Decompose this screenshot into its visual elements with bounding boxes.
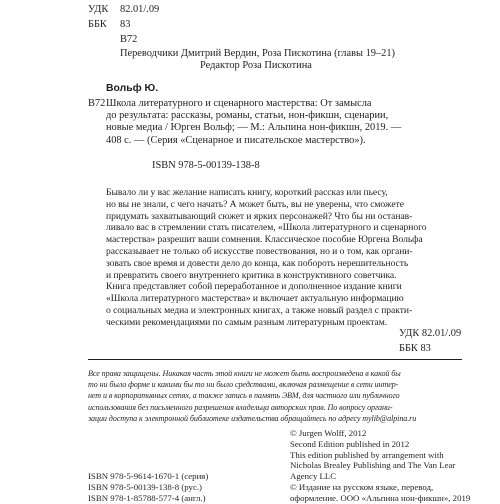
editor-line: Редактор Роза Пискотина	[200, 60, 312, 71]
copyright-line: Second Edition published in 2012	[290, 438, 410, 449]
title-line: Школа литературного и сценарного мастерства: От замысла	[106, 98, 372, 109]
entry-code: В72	[88, 98, 106, 109]
footer-udk: УДК 82.01/.09	[399, 328, 462, 339]
abstract-line: «Школа литературного мастерства» и включает актуальную информацию	[106, 293, 404, 305]
isbn-list	[88, 471, 208, 503]
abstract-line: зовать свое время и довести дело до конца, как побороть нерешительность	[106, 257, 409, 269]
isbn-main: ISBN 978-5-00139-138-8	[152, 160, 260, 171]
abstract-line: но вы не знали, с чего начать? А может быть, вы не уверены, что сможете	[106, 198, 404, 210]
abstract-line: о социальных медиа и электронных книгах, а также новый раздел с практи-	[106, 304, 413, 316]
udk-value: 82.01/.09	[120, 4, 160, 15]
copyright-line: оформление. ООО «Альпина нон-фикшн», 2019	[290, 492, 471, 503]
abstract-line: мастерства» разрешит ваши сомнения. Классическое пособие Юргена Вольфа	[106, 234, 423, 246]
translators-line: Переводчики Дмитрий Вердин, Роза Пискотина (главы 19–21)	[120, 48, 396, 59]
isbn-item: ISBN 978-5-00139-138-8 (рус.)	[88, 481, 202, 492]
rights-line: зации доступа к электронной библиотеке издательства обращайтесь по адресу mylib@alpina.ru	[88, 413, 417, 423]
copyright-line: © Издание на русском языке, перевод,	[290, 481, 434, 492]
title-line: новые медиа / Юрген Вольф; — М.: Альпина нон-фикшн, 2019. —	[106, 122, 402, 134]
abstract-line: рассказывает не только об искусстве повествования, но и о том, как органи-	[106, 245, 413, 257]
isbn-item: ISBN 978-1-85788-577-4 (англ.)	[88, 492, 206, 503]
title-line: 408 с. — (Серия «Сценарное и писательское мастерство»).	[106, 134, 366, 146]
abstract-line: Книга представляет собой переработанное и дополненное издание книги	[106, 281, 402, 293]
divider	[88, 359, 462, 360]
title-line: до результата: рассказы, романы, статьи, нон-фикшн, сценарии,	[106, 110, 389, 122]
bbk-label: ББК	[88, 19, 107, 30]
rights-line: то ни было форме и какими бы то ни было средствами, включая размещение в сети интер-	[88, 380, 399, 390]
call-code: В72	[120, 34, 138, 45]
copyright-line: Nicholas Brealey Publishing and The Van Lear	[290, 460, 456, 471]
author-name: Вольф Ю.	[106, 83, 159, 94]
abstract-line: Бывало ли у вас желание написать книгу, короткий рассказ или пьесу,	[106, 187, 388, 198]
abstract-line: ливало вас в стремлении стать писателем, «Школа литературного и сценарного	[106, 222, 427, 234]
copyright-line: Agency LLC	[290, 471, 337, 482]
copyright-line: This edition published by arrangement with	[290, 449, 444, 460]
abstract	[106, 187, 460, 329]
bbk-value: 83	[120, 19, 131, 30]
rights-notice	[88, 368, 464, 424]
abstract-line: придумать захватывающий сюжет и ярких персонажей? Что бы ни останав-	[106, 210, 413, 222]
footer-bbk: ББК 83	[399, 343, 431, 354]
copyright-block	[290, 428, 480, 504]
udk-label: УДК	[88, 4, 109, 15]
copyright-line: © Jurgen Wolff, 2012	[290, 428, 367, 438]
rights-line: нет и в корпоративных сетях, а также запись в память ЭВМ, для частного или публичного	[88, 391, 400, 401]
isbn-item: ISBN 978-5-9614-1670-1 (серия)	[88, 471, 209, 481]
abstract-line: и превратить своего внутреннего критика в конструктивного советчика.	[106, 269, 397, 281]
rights-line: Все права защищены. Никакая часть этой книги не может быть воспроизведена в какой бы	[88, 369, 401, 378]
abstract-line: ческими рекомендациями по самым разным литературным проектам.	[106, 316, 388, 328]
bibliographic-description	[106, 98, 458, 147]
rights-line: использования без письменного разрешения владельца авторских прав. По вопросу органи-	[88, 402, 393, 412]
